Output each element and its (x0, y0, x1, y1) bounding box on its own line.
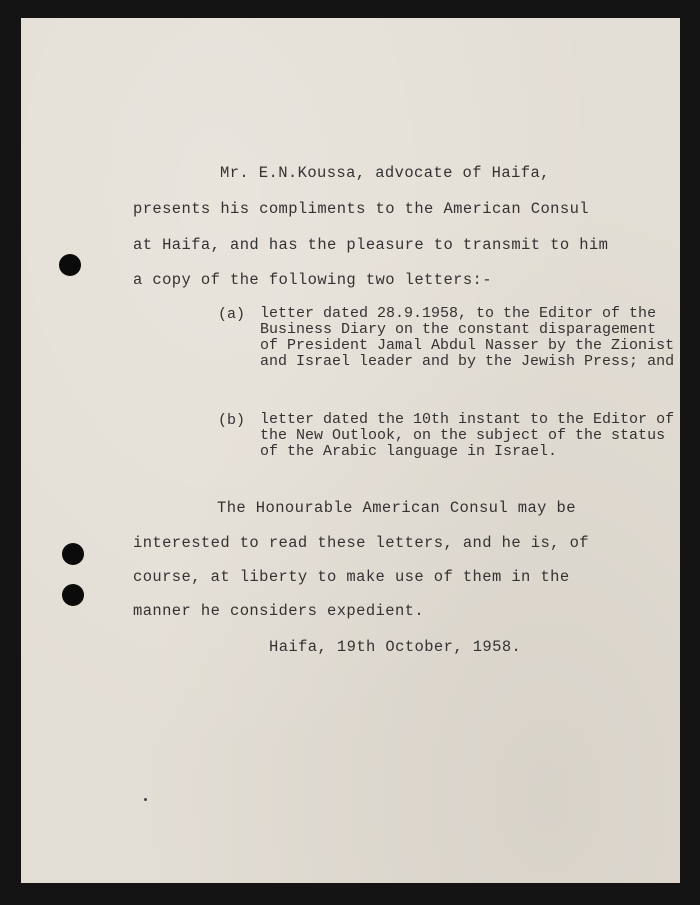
intro-line-2: presents his compliments to the American Consul (133, 200, 589, 218)
closing-line-2: interested to read these letters, and he is, of (133, 534, 589, 552)
punch-hole-top (59, 254, 81, 276)
closing-line-4: manner he considers expedient. (133, 602, 425, 620)
stray-mark (144, 798, 147, 801)
date-line: Haifa, 19th October, 1958. (269, 638, 522, 656)
item-text: letter dated 28.9.1958, to the Editor of the Business Diary on the constant disparagement of President Jamal Abdul Nasser by the Zionist and Israel leader and by the Jewish Press; and (260, 305, 675, 370)
item-text: letter dated the 10th instant to the Editor of the New Outlook, on the subject of the status of the Arabic language in Israel. (260, 411, 675, 460)
punch-hole-middle (62, 543, 84, 565)
intro-line-4: a copy of the following two letters:- (133, 271, 492, 289)
intro-line-1: Mr. E.N.Koussa, advocate of Haifa, (220, 164, 550, 182)
document-page (21, 18, 680, 883)
intro-line-3: at Haifa, and has the pleasure to transmit to him (133, 236, 609, 254)
closing-line-1: The Honourable American Consul may be (217, 499, 576, 517)
item-label: (a) (218, 306, 246, 323)
punch-hole-bottom (62, 584, 84, 606)
item-label: (b) (218, 412, 246, 429)
closing-line-3: course, at liberty to make use of them in the (133, 568, 570, 586)
